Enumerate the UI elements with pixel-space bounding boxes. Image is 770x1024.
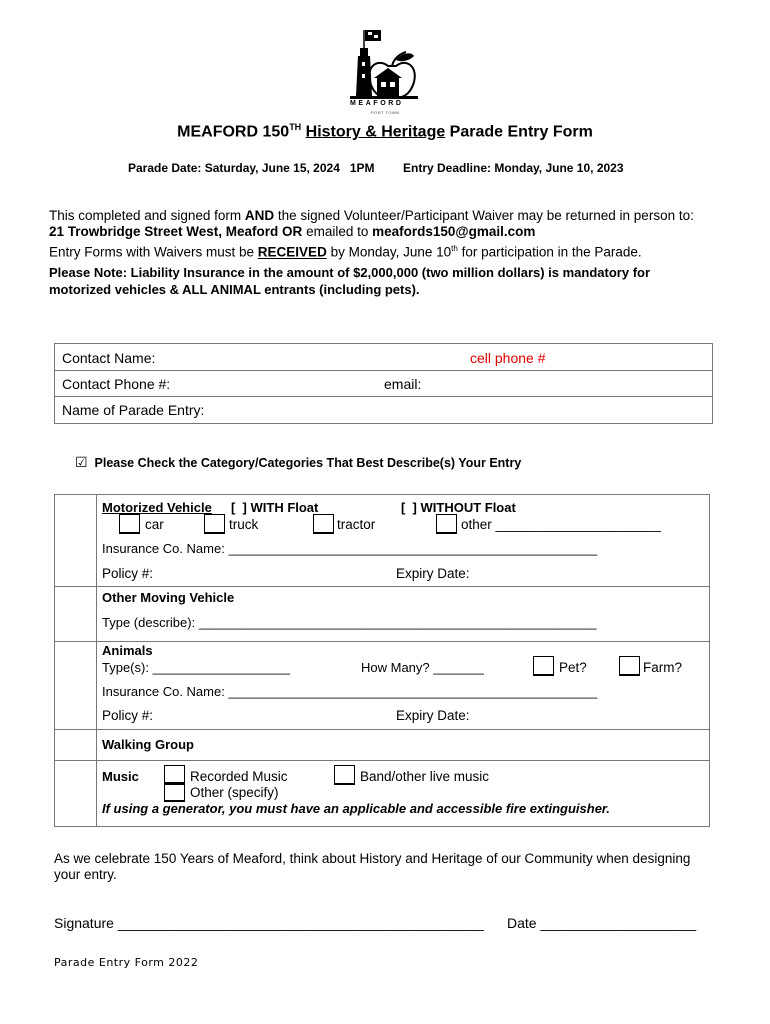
animals-expiry-label[interactable]: Expiry Date: (396, 708, 470, 723)
date-field[interactable]: Date ____________________ (507, 915, 697, 931)
page-title: MEAFORD 150TH History & Heritage Parade Entry Form (177, 122, 593, 141)
submission-email[interactable]: meafords150@gmail.com (372, 224, 536, 239)
contact-phone-label[interactable]: Contact Phone #: (62, 376, 171, 392)
truck-checkbox[interactable] (204, 514, 225, 534)
live-music-checkbox[interactable] (334, 765, 355, 785)
pet-label: Pet? (559, 660, 587, 675)
intro-line-3: Entry Forms with Waivers must be RECEIVED by Monday, June 10th for participation in the Parade. (49, 244, 642, 260)
insurance-note-line-2: motorized vehicles & ALL ANIMAL entrants (including pets). (49, 282, 420, 297)
other-moving-type-field[interactable]: Type (describe): _______________________________________________________ (102, 615, 597, 630)
walking-group-title: Walking Group (102, 737, 194, 752)
car-checkbox[interactable] (119, 514, 140, 534)
return-address: 21 Trowbridge Street West, Meaford OR (49, 224, 303, 239)
intro-line-1: This completed and signed form AND the signed Volunteer/Participant Waiver may be returned in person to: (49, 208, 694, 223)
with-float-option[interactable]: [ ] WITH Float (231, 500, 319, 515)
recorded-music-label: Recorded Music (190, 769, 288, 784)
car-label: car (145, 517, 164, 532)
animals-insurance-field[interactable]: Insurance Co. Name: ___________________________________________________ (102, 684, 598, 699)
contact-name-label[interactable]: Contact Name: (62, 350, 156, 366)
animals-policy-label[interactable]: Policy #: (102, 708, 154, 723)
without-float-option[interactable]: [ ] WITHOUT Float (401, 500, 516, 515)
motorized-vehicle-title: Motorized Vehicle (102, 500, 212, 515)
music-title: Music (102, 769, 139, 784)
category-prompt: ☑ Please Check the Category/Categories That Best Describe(s) Your Entry (75, 455, 522, 471)
parade-entry-name-label[interactable]: Name of Parade Entry: (62, 402, 205, 418)
live-music-label: Band/other live music (360, 769, 490, 784)
closing-line-2: your entry. (54, 867, 117, 882)
farm-label: Farm? (643, 660, 683, 675)
contact-table (54, 343, 713, 424)
motorized-policy-label[interactable]: Policy #: (102, 566, 154, 581)
parade-date: Parade Date: Saturday, June 15, 2024 1PM (128, 161, 375, 175)
logo-wordmark: MEAFORD (350, 100, 404, 107)
tractor-checkbox[interactable] (313, 514, 334, 534)
intro-line-2: 21 Trowbridge Street West, Meaford OR emailed to meafords150@gmail.com (49, 224, 536, 239)
other-music-label: Other (specify) (190, 785, 279, 800)
motorized-insurance-field[interactable]: Insurance Co. Name: ___________________________________________________ (102, 541, 598, 556)
entry-deadline: Entry Deadline: Monday, June 10, 2023 (403, 161, 624, 175)
logo-subtext: PORT TOWN (371, 110, 400, 115)
tractor-label: tractor (337, 517, 376, 532)
generator-warning: If using a generator, you must have an applicable and accessible fire extinguisher. (102, 801, 610, 816)
email-label[interactable]: email: (384, 376, 422, 392)
closing-line-1: As we celebrate 150 Years of Meaford, think about History and Heritage of our Community when designing (54, 851, 691, 866)
cell-phone-label[interactable]: cell phone # (470, 350, 546, 366)
footer-text: Parade Entry Form 2022 (54, 956, 199, 969)
other-vehicle-checkbox[interactable] (436, 514, 457, 534)
animals-title: Animals (102, 643, 153, 658)
motorized-expiry-label[interactable]: Expiry Date: (396, 566, 470, 581)
farm-checkbox[interactable] (619, 656, 640, 676)
checkbox-checked-icon: ☑ (75, 455, 88, 471)
truck-label: truck (229, 517, 259, 532)
signature-field[interactable]: Signature _______________________________________________ (54, 915, 484, 931)
animal-types-field[interactable]: Type(s): ___________________ (102, 660, 290, 675)
other-moving-vehicle-title: Other Moving Vehicle (102, 590, 235, 605)
other-vehicle-field[interactable]: other ______________________ (461, 517, 661, 532)
meaford-logo (344, 26, 426, 118)
pet-checkbox[interactable] (533, 656, 554, 676)
animal-count-field[interactable]: How Many? _______ (361, 660, 484, 675)
insurance-note-line-1: Please Note: Liability Insurance in the amount of $2,000,000 (two million dollars) is mandatory for (49, 265, 651, 280)
other-music-checkbox[interactable] (164, 782, 185, 802)
